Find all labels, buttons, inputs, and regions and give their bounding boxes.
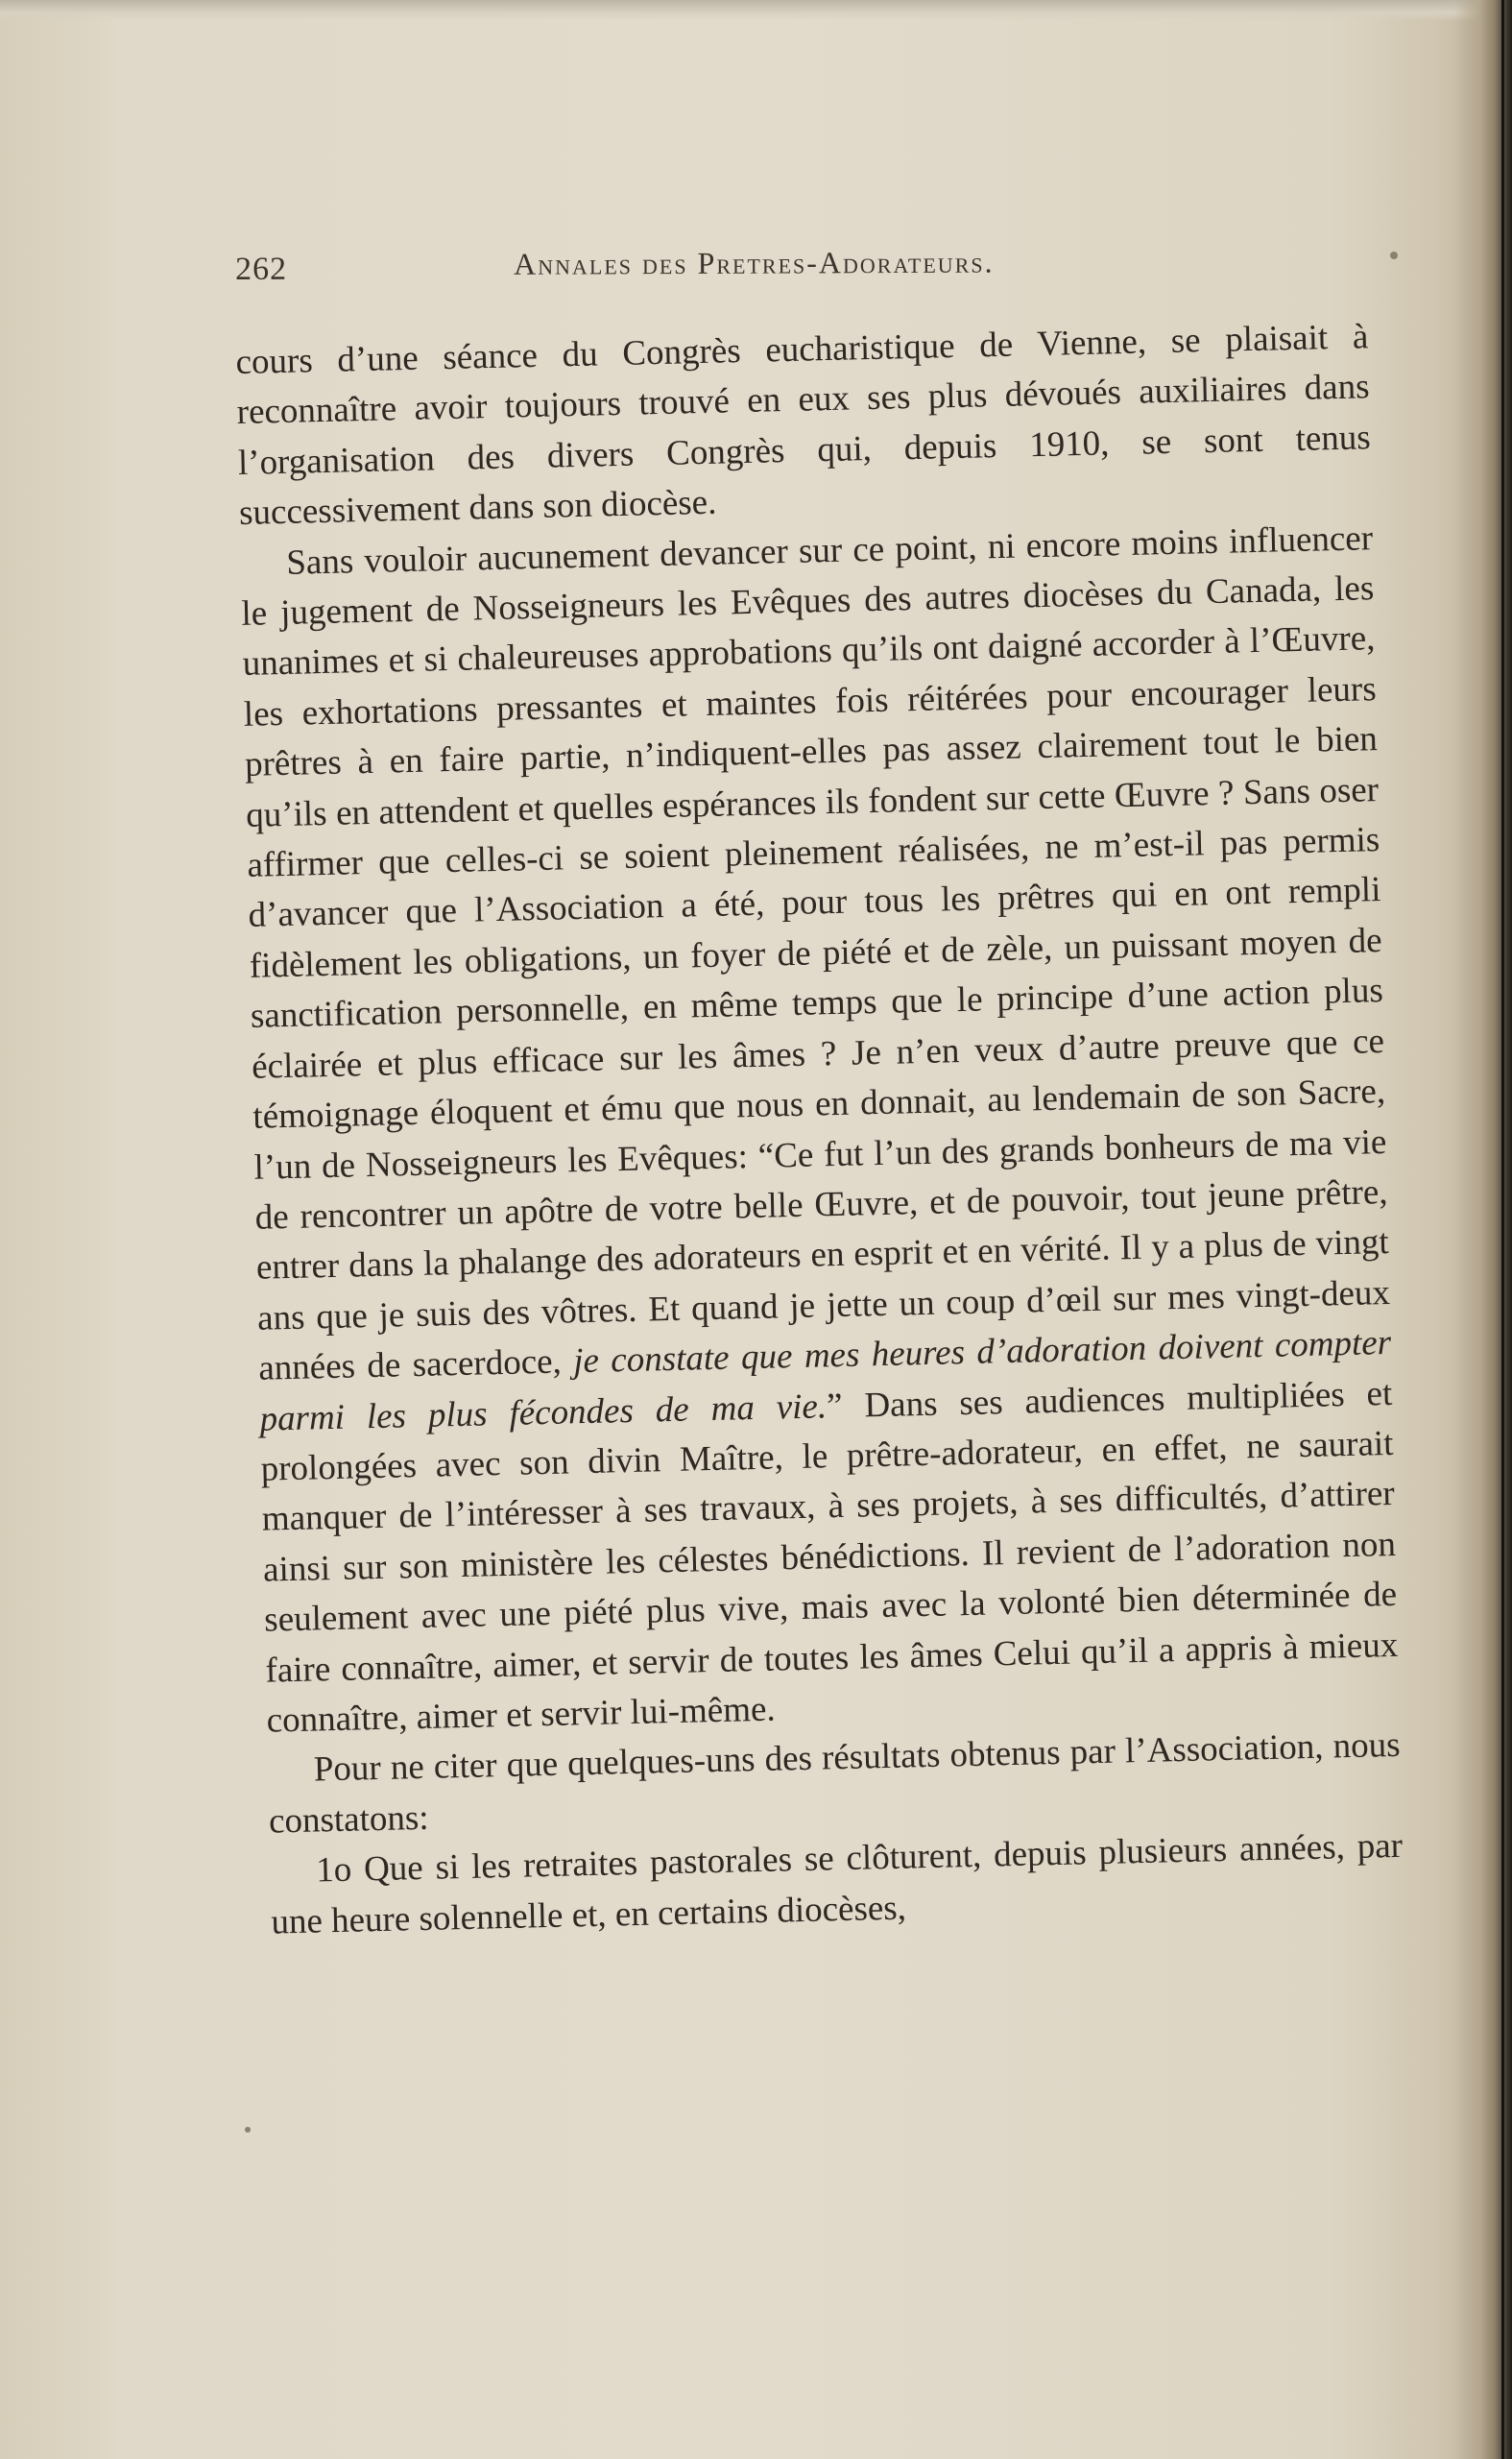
paragraph-text: Sans vouloir aucunement devancer sur ce point, ni encore moins influencer le jugement de Nosseigneurs les Evêques des autres diocèses du Canada, les unanimes et si chaleureuses approbations qu’ils ont daigné accorder à l’Œuvre, les exhortations pressantes et maintes fois réitérées pour encourager leurs prêtres à en faire partie, n’indiquent-elles pas assez clairement tout le bien qu’ils en attendent et quelles espérances ils fondent sur cette Œuvre ? Sans oser affirmer que celles-ci se soient pleinement réalisées, ne m’est-il pas permis d’avancer que l’Association a été, pour tous les prêtres qui en ont rempli fidèlement les obligations, un foyer de piété et de zèle, un puissant moyen de sanctification personnelle, en même temps que le principe d’une action plus éclairée et plus efficace sur les âmes ? Je n’en veux d’autre preuve que ce témoignage éloquent et ému que nous en donnait, au lendemain de son Sacre, l’un de Nosseigneurs les Evêques: “Ce fut l’un des grands bonheurs de ma vie de rencontrer un apôtre de votre belle Œuvre, et de pouvoir, tout jeune prêtre, entrer dans la phalange des adorateurs en esprit et en vérité. Il y a plus de vingt ans que je suis des vôtres. Et quand je jette un coup d’œil sur mes vingt-deux années de sacerdoce, xyxy=(241,518,1391,1388)
page-number: 262 xyxy=(235,251,288,287)
page-header xyxy=(235,243,1387,296)
paper-speck xyxy=(245,2127,251,2133)
paragraph-text: cours d’une séance du Congrès eucharistique de Vienne, se plaisait à reconnaître avoir toujours trouvé en eux ses plus dévoués auxiliaires dans l’organisation des divers Congrès qui, depuis 1910, se sont tenus successivement dans son diocèse. xyxy=(235,317,1372,534)
paragraph-text: Pour ne citer que quelques-uns des résultats obtenus par l’Association, nous constatons: xyxy=(268,1725,1402,1842)
paragraph-text: ” Dans ses audiences multipliées et prolongées avec son divin Maître, le prêtre-adorateur, en effet, ne saurait manquer de l’intéresser à ses travaux, à ses projets, à ses difficultés, d’attirer ainsi sur son ministère les célestes bénédictions. Il revient de l’adoration non seulement avec une piété plus vive, mais avec la volonté bien déterminée de faire connaître, aimer, et servir de toutes les âmes Celui qu’il a appris à mieux connaître, aimer et servir lui-même. xyxy=(260,1373,1399,1741)
italic-quotation: je constate que mes heures d’adoration doivent compter parmi les plus fécondes de ma vie. xyxy=(259,1323,1392,1439)
paragraph-text: 1o Que si les retraites pastorales se clôturent, depuis plusieurs années, par une heure solennelle et, en certains diocèses, xyxy=(270,1826,1404,1942)
paragraph-approbations xyxy=(240,514,1400,1747)
book-spine-edge xyxy=(1501,0,1504,2459)
page-top-edge xyxy=(0,0,1512,21)
paper-speck xyxy=(1390,252,1398,259)
paragraph-continuation xyxy=(235,312,1372,539)
running-title: Annales des Pretres-Adorateurs. xyxy=(513,244,995,281)
body-text xyxy=(235,312,1404,1947)
